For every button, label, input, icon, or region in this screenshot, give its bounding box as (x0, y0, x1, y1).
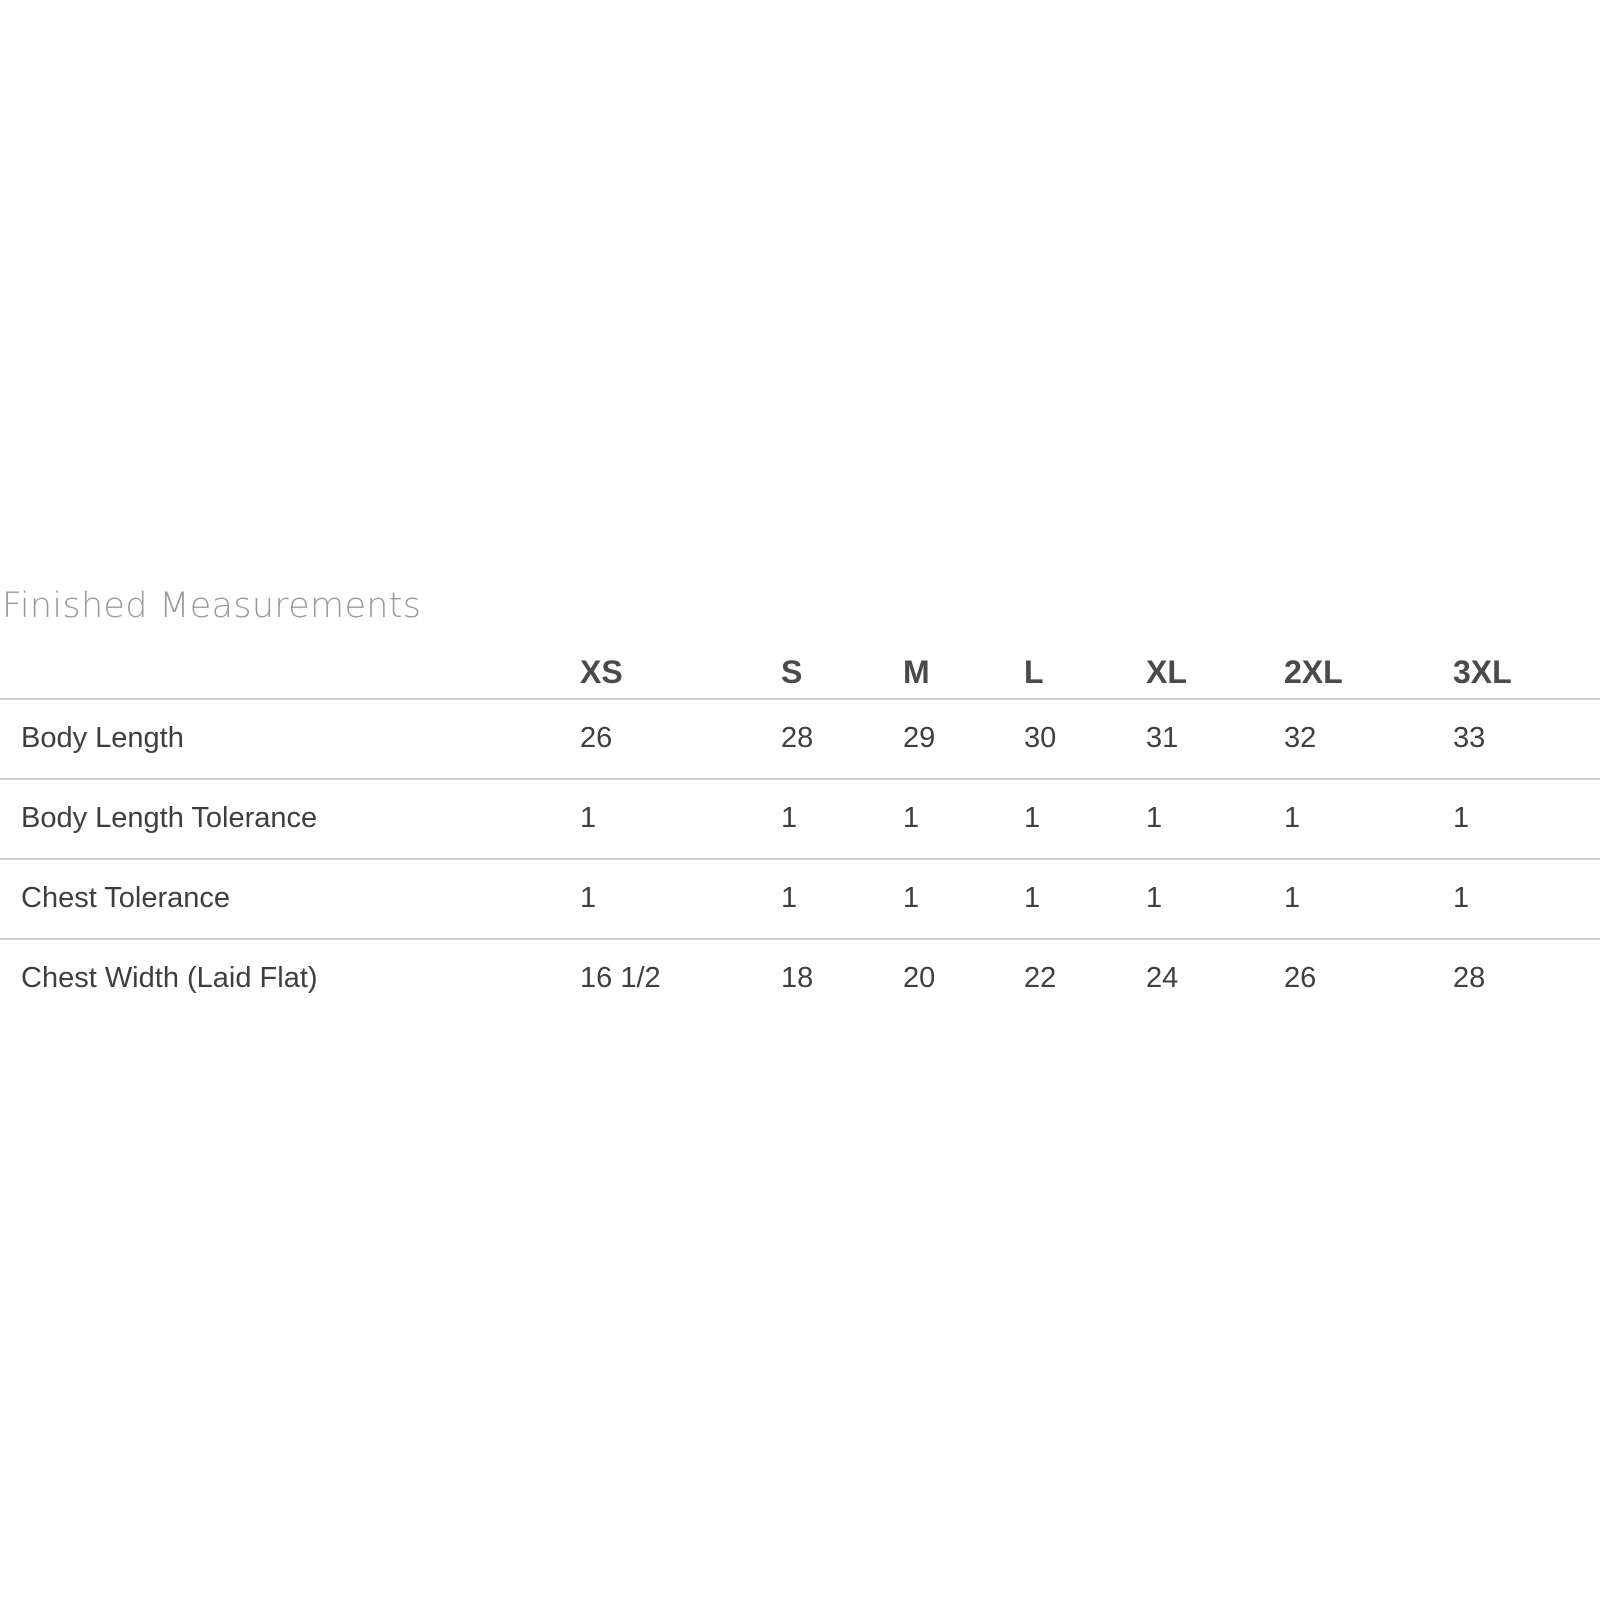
table-cell: 16 1/2 (580, 962, 661, 994)
column-header: XS (580, 654, 623, 690)
table-cell: 1 (781, 882, 798, 914)
table-cell: 1 (781, 802, 798, 834)
table-cell: 30 (1024, 722, 1057, 754)
table-cell: 1 (1453, 882, 1470, 914)
table-cell: 28 (1453, 962, 1486, 994)
size-chart-table (0, 640, 1600, 1020)
table-cell: 26 (580, 722, 613, 754)
table-row (0, 780, 1600, 860)
table-cell: 1 (1024, 882, 1041, 914)
table-header-row (0, 640, 1600, 700)
table-cell: 32 (1284, 722, 1317, 754)
table-cell: 24 (1146, 962, 1179, 994)
table-row (0, 860, 1600, 940)
table-cell: 1 (1284, 802, 1301, 834)
column-header: 2XL (1284, 654, 1343, 690)
table-row (0, 700, 1600, 780)
column-header: L (1024, 654, 1044, 690)
row-label: Chest Tolerance (21, 882, 231, 914)
column-header: M (903, 654, 930, 690)
table-cell: 20 (903, 962, 936, 994)
table-cell: 1 (1146, 802, 1163, 834)
table-cell: 1 (903, 882, 920, 914)
table-cell: 1 (1284, 882, 1301, 914)
row-label: Body Length Tolerance (21, 802, 318, 834)
column-header: XL (1146, 654, 1187, 690)
column-header: 3XL (1453, 654, 1512, 690)
table-cell: 31 (1146, 722, 1179, 754)
column-header: S (781, 654, 803, 690)
table-cell: 33 (1453, 722, 1486, 754)
table-cell: 1 (1146, 882, 1163, 914)
row-label: Body Length (21, 722, 184, 754)
table-cell: 1 (580, 802, 597, 834)
table-cell: 1 (580, 882, 597, 914)
row-label: Chest Width (Laid Flat) (21, 962, 318, 994)
table-cell: 29 (903, 722, 936, 754)
table-cell: 18 (781, 962, 814, 994)
table-cell: 26 (1284, 962, 1317, 994)
table-cell: 1 (1453, 802, 1470, 834)
table-cell: 1 (1024, 802, 1041, 834)
measurements-title: Finished Measurements (2, 586, 422, 626)
table-cell: 1 (903, 802, 920, 834)
table-cell: 28 (781, 722, 814, 754)
table-row (0, 940, 1600, 1020)
table-cell: 22 (1024, 962, 1057, 994)
